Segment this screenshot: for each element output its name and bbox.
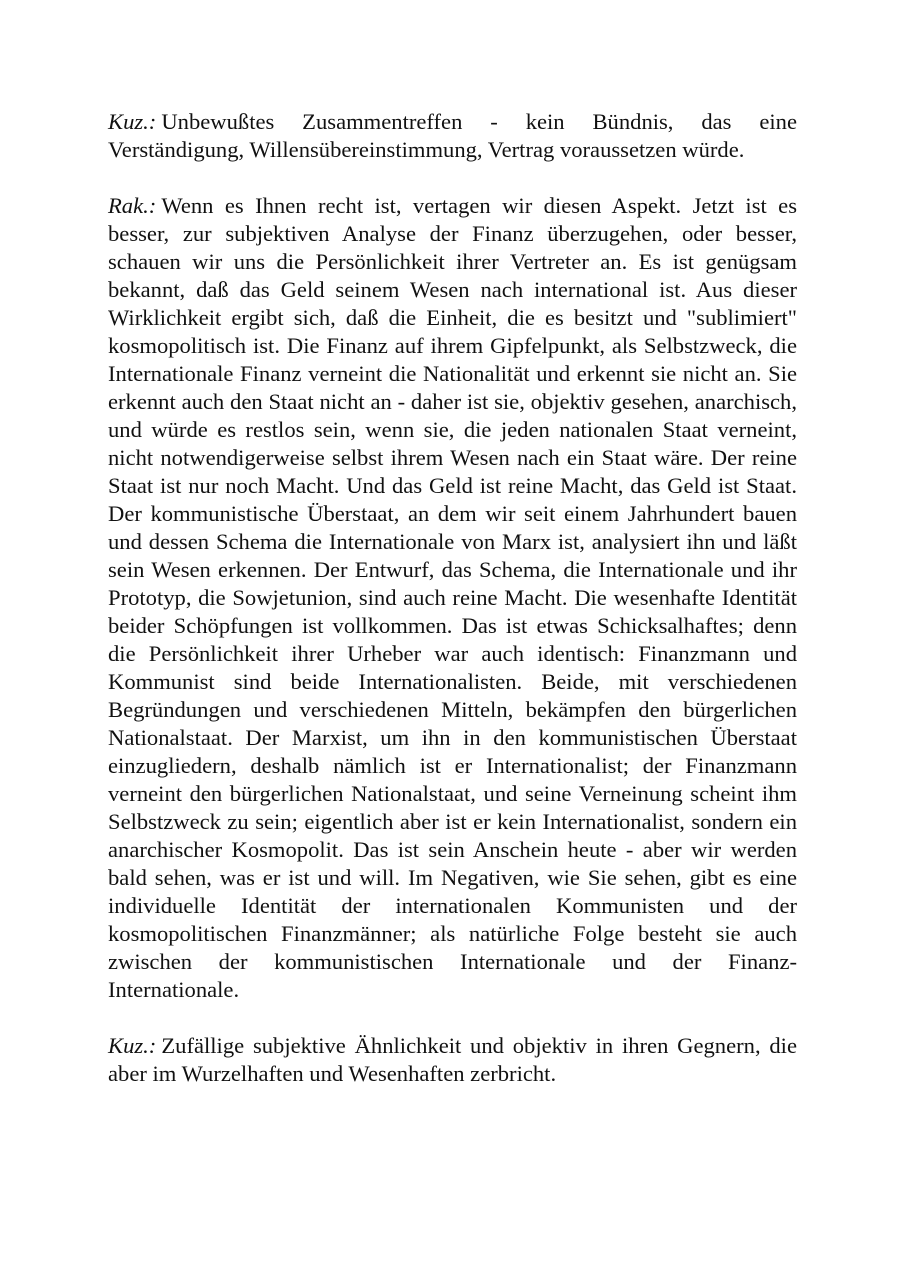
speaker-label: Rak.: (108, 193, 157, 218)
paragraph-text: Unbewußtes Zusammentreffen - kein Bündnis, das eine Verständigung, Willensübereinstimmung, Vertrag voraussetzen würde. (108, 109, 797, 162)
speaker-label: Kuz.: (108, 1033, 157, 1058)
dialogue-paragraph-3 (108, 1032, 797, 1088)
paragraph-text: Wenn es Ihnen recht ist, vertagen wir diesen Aspekt. Jetzt ist es besser, zur subjektiven Analyse der Finanz überzugehen, oder besser, schauen wir uns die Persönlichkeit ihrer Vertreter an. Es ist genügsam bekannt, daß das Geld seinem Wesen nach international ist. Aus dieser Wirklichkeit ergibt sich, daß die Einheit, die es besitzt und "sublimiert" kosmopolitisch ist. Die Finanz auf ihrem Gipfelpunkt, als Selbstzweck, die Internationale Finanz verneint die Nationalität und erkennt sie nicht an. Sie erkennt auch den Staat nicht an - daher ist sie, objektiv gesehen, anarchisch, und würde es restlos sein, wenn sie, die jeden nationalen Staat verneint, nicht notwendigerweise selbst ihrem Wesen nach ein Staat wäre. Der reine Staat ist nur noch Macht. Und das Geld ist reine Macht, das Geld ist Staat. Der kommunistische Überstaat, an dem wir seit einem Jahrhundert bauen und dessen Schema die Internationale von Marx ist, analysiert ihn und läßt sein Wesen erkennen. Der Entwurf, das Schema, die Internationale und ihr Prototyp, die Sowjetunion, sind auch reine Macht. Die wesenhafte Identität beider Schöpfungen ist vollkommen. Das ist etwas Schicksalhaftes; denn die Persönlichkeit ihrer Urheber war auch identisch: Finanzmann und Kommunist sind beide Internationalisten. Beide, mit verschiedenen Begründungen und verschiedenen Mitteln, bekämpfen den bürgerlichen Nationalstaat. Der Marxist, um ihn in den kommunistischen Überstaat einzugliedern, deshalb nämlich ist er Internationalist; der Finanzmann verneint den bürgerlichen Nationalstaat, und seine Verneinung scheint ihm Selbstzweck zu sein; eigentlich aber ist er kein Internationalist, sondern ein anarchischer Kosmopolit. Das ist sein Anschein heute - aber wir werden bald sehen, was er ist und will. Im Negativen, wie Sie sehen, gibt es eine individuelle Identität der internationalen Kommunisten und der kosmopolitischen Finanzmänner; als natürliche Folge besteht sie auch zwischen der kommunistischen Internationale und der Finanz-Internationale. (108, 193, 797, 1002)
document-page (108, 108, 797, 1116)
speaker-label: Kuz.: (108, 109, 157, 134)
dialogue-paragraph-1 (108, 108, 797, 164)
paragraph-text: Zufällige subjektive Ähnlichkeit und objektiv in ihren Gegnern, die aber im Wurzelhaften und Wesenhaften zerbricht. (108, 1033, 797, 1086)
dialogue-paragraph-2 (108, 192, 797, 1004)
